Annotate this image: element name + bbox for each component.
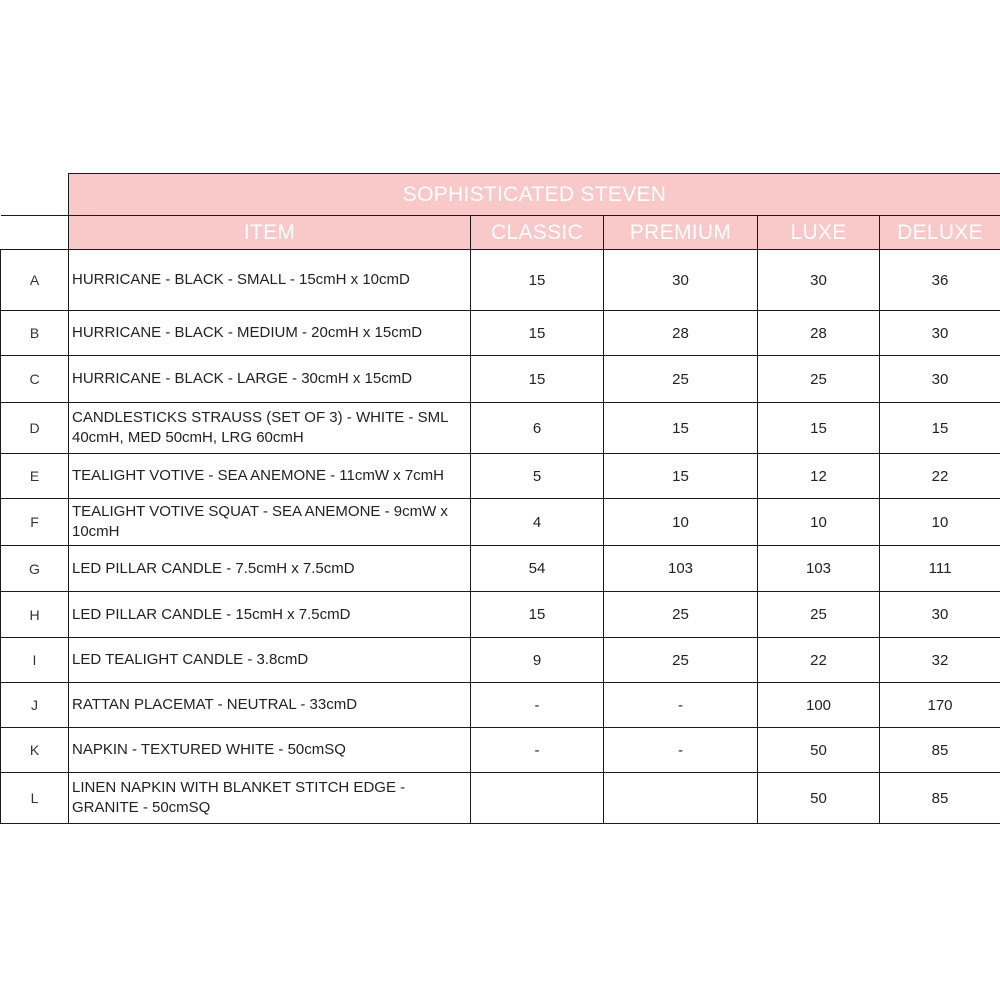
premium-price: - — [604, 728, 758, 773]
classic-price: 15 — [471, 250, 604, 311]
header-item: ITEM — [69, 216, 471, 250]
deluxe-price: 10 — [880, 499, 1000, 546]
row-code: J — [1, 683, 69, 728]
row-code: L — [1, 773, 69, 824]
row-code: A — [1, 250, 69, 311]
deluxe-price: 22 — [880, 454, 1000, 499]
luxe-price: 25 — [758, 356, 880, 403]
classic-price: 15 — [471, 311, 604, 356]
row-code: K — [1, 728, 69, 773]
premium-price: 30 — [604, 250, 758, 311]
deluxe-price: 15 — [880, 403, 1000, 454]
header-luxe: LUXE — [758, 216, 880, 250]
deluxe-price: 85 — [880, 773, 1000, 824]
deluxe-price: 36 — [880, 250, 1000, 311]
deluxe-price: 32 — [880, 638, 1000, 683]
item-name: HURRICANE - BLACK - LARGE - 30cmH x 15cmD — [69, 356, 471, 403]
premium-price: 28 — [604, 311, 758, 356]
row-code: G — [1, 546, 69, 592]
table-row — [1, 403, 1000, 454]
table-title: SOPHISTICATED STEVEN — [69, 174, 1000, 216]
deluxe-price: 85 — [880, 728, 1000, 773]
corner-blank — [1, 216, 69, 250]
deluxe-price: 30 — [880, 356, 1000, 403]
table-row — [1, 454, 1000, 499]
row-code: I — [1, 638, 69, 683]
luxe-price: 50 — [758, 728, 880, 773]
item-name: CANDLESTICKS STRAUSS (SET OF 3) - WHITE - SML 40cmH, MED 50cmH, LRG 60cmH — [69, 403, 471, 454]
luxe-price: 22 — [758, 638, 880, 683]
premium-price — [604, 773, 758, 824]
premium-price: 25 — [604, 592, 758, 638]
classic-price: 15 — [471, 356, 604, 403]
deluxe-price: 170 — [880, 683, 1000, 728]
luxe-price: 50 — [758, 773, 880, 824]
classic-price: 5 — [471, 454, 604, 499]
item-name: TEALIGHT VOTIVE SQUAT - SEA ANEMONE - 9cmW x 10cmH — [69, 499, 471, 546]
luxe-price: 25 — [758, 592, 880, 638]
table-row — [1, 546, 1000, 592]
table-row — [1, 592, 1000, 638]
classic-price: - — [471, 728, 604, 773]
premium-price: 25 — [604, 638, 758, 683]
table-row — [1, 356, 1000, 403]
table-row — [1, 499, 1000, 546]
table-row — [1, 773, 1000, 824]
premium-price: - — [604, 683, 758, 728]
classic-price: 9 — [471, 638, 604, 683]
header-deluxe: DELUXE — [880, 216, 1000, 250]
deluxe-price: 30 — [880, 592, 1000, 638]
classic-price: - — [471, 683, 604, 728]
table-row — [1, 683, 1000, 728]
luxe-price: 10 — [758, 499, 880, 546]
classic-price: 15 — [471, 592, 604, 638]
item-name: TEALIGHT VOTIVE - SEA ANEMONE - 11cmW x 7cmH — [69, 454, 471, 499]
luxe-price: 12 — [758, 454, 880, 499]
item-name: LED PILLAR CANDLE - 7.5cmH x 7.5cmD — [69, 546, 471, 592]
table-title-row — [1, 174, 1000, 216]
luxe-price: 103 — [758, 546, 880, 592]
classic-price: 4 — [471, 499, 604, 546]
item-name: HURRICANE - BLACK - MEDIUM - 20cmH x 15cmD — [69, 311, 471, 356]
row-code: F — [1, 499, 69, 546]
pricing-table — [0, 173, 1000, 824]
classic-price — [471, 773, 604, 824]
table-body — [1, 250, 1000, 824]
premium-price: 15 — [604, 454, 758, 499]
premium-price: 25 — [604, 356, 758, 403]
item-name: LINEN NAPKIN WITH BLANKET STITCH EDGE - GRANITE - 50cmSQ — [69, 773, 471, 824]
table-row — [1, 311, 1000, 356]
luxe-price: 100 — [758, 683, 880, 728]
deluxe-price: 111 — [880, 546, 1000, 592]
row-code: C — [1, 356, 69, 403]
row-code: B — [1, 311, 69, 356]
classic-price: 54 — [471, 546, 604, 592]
luxe-price: 28 — [758, 311, 880, 356]
item-name: LED TEALIGHT CANDLE - 3.8cmD — [69, 638, 471, 683]
luxe-price: 15 — [758, 403, 880, 454]
premium-price: 103 — [604, 546, 758, 592]
row-code: D — [1, 403, 69, 454]
classic-price: 6 — [471, 403, 604, 454]
row-code: E — [1, 454, 69, 499]
row-code: H — [1, 592, 69, 638]
header-classic: CLASSIC — [471, 216, 604, 250]
premium-price: 10 — [604, 499, 758, 546]
item-name: RATTAN PLACEMAT - NEUTRAL - 33cmD — [69, 683, 471, 728]
item-name: HURRICANE - BLACK - SMALL - 15cmH x 10cmD — [69, 250, 471, 311]
table-row — [1, 638, 1000, 683]
corner-blank — [1, 174, 69, 216]
deluxe-price: 30 — [880, 311, 1000, 356]
header-premium: PREMIUM — [604, 216, 758, 250]
item-name: NAPKIN - TEXTURED WHITE - 50cmSQ — [69, 728, 471, 773]
premium-price: 15 — [604, 403, 758, 454]
luxe-price: 30 — [758, 250, 880, 311]
table-row — [1, 250, 1000, 311]
item-name: LED PILLAR CANDLE - 15cmH x 7.5cmD — [69, 592, 471, 638]
table-row — [1, 728, 1000, 773]
table-header-row — [1, 216, 1000, 250]
